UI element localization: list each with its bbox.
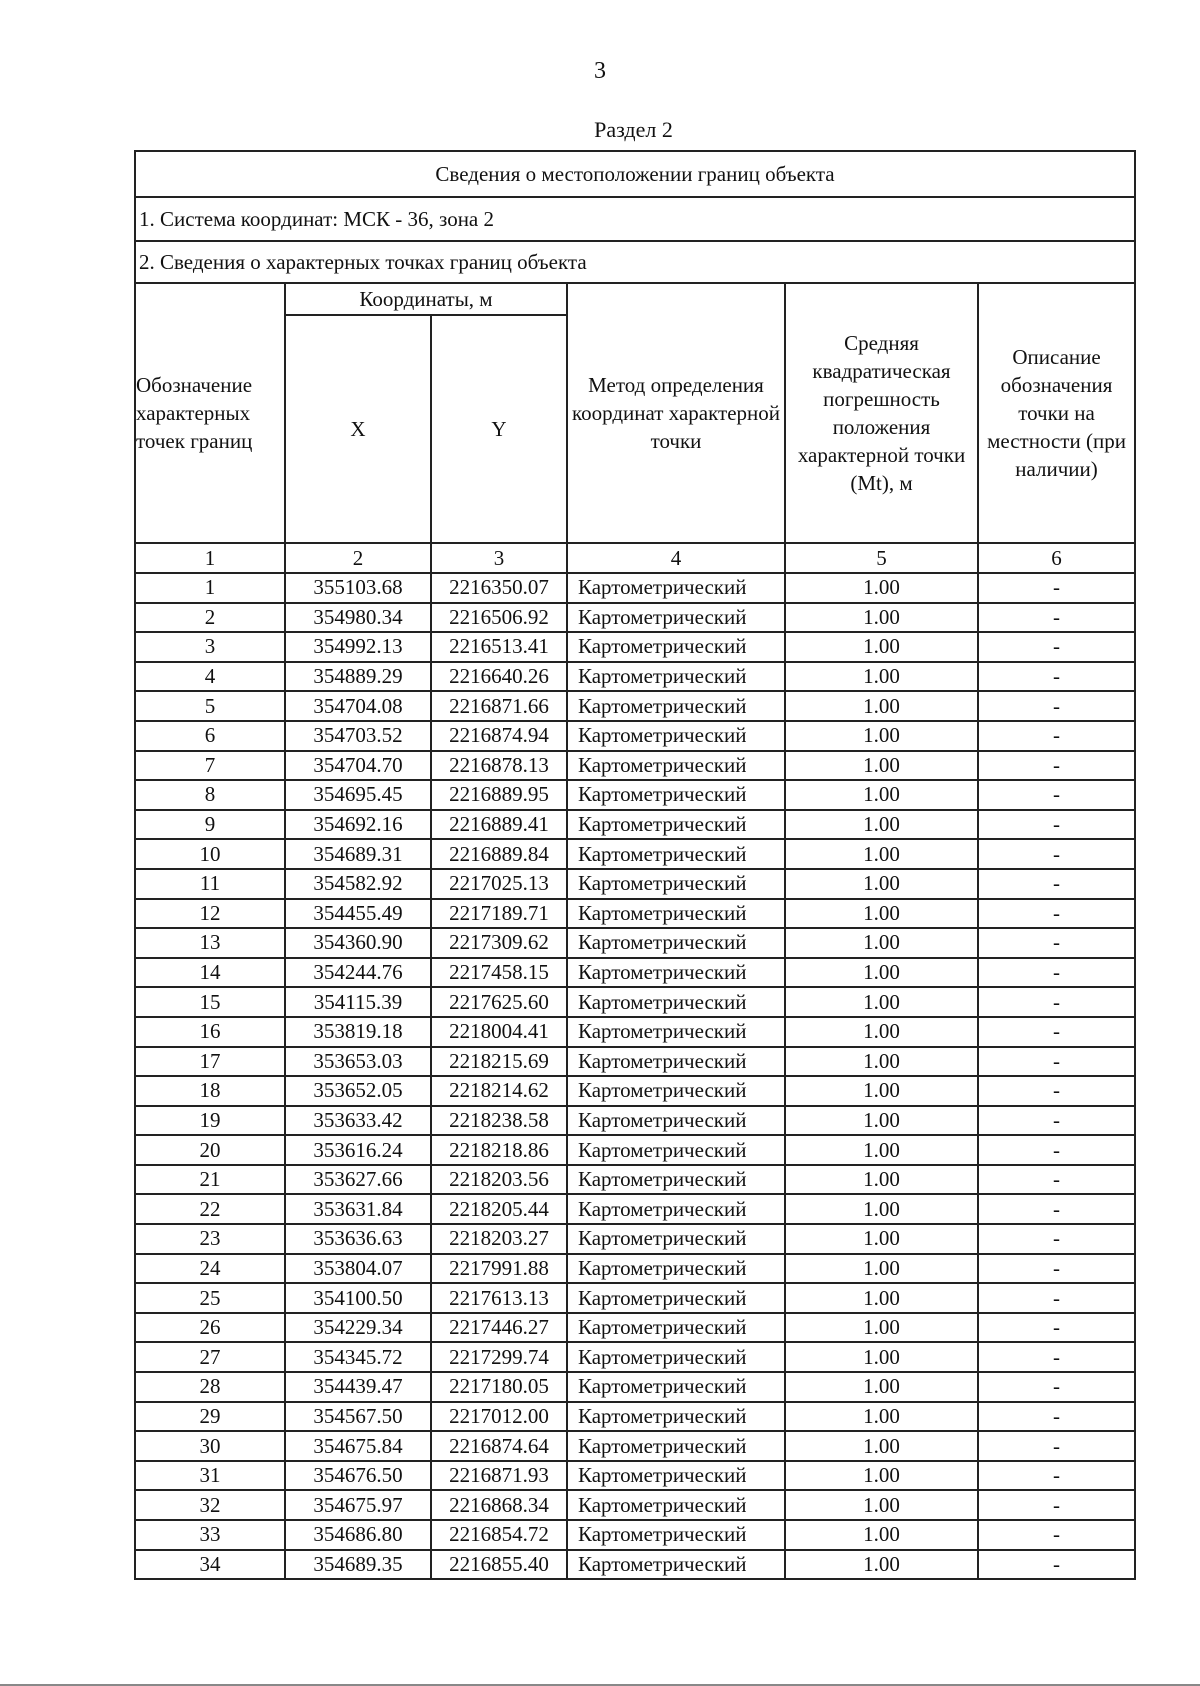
error-cell: 1.00 bbox=[785, 780, 978, 810]
description-cell: - bbox=[978, 1372, 1135, 1402]
y-coordinate-cell: 2217625.60 bbox=[431, 987, 567, 1017]
description-cell: - bbox=[978, 1254, 1135, 1284]
table-row bbox=[135, 1431, 1135, 1461]
x-coordinate-cell: 355103.68 bbox=[285, 573, 431, 603]
error-cell: 1.00 bbox=[785, 573, 978, 603]
point-id-cell: 20 bbox=[135, 1135, 285, 1165]
method-cell: Картометрический bbox=[567, 928, 785, 958]
point-id-cell: 24 bbox=[135, 1254, 285, 1284]
table-row bbox=[135, 1017, 1135, 1047]
x-coordinate-cell: 354115.39 bbox=[285, 987, 431, 1017]
description-cell: - bbox=[978, 1490, 1135, 1520]
x-coordinate-cell: 353631.84 bbox=[285, 1194, 431, 1224]
x-coordinate-cell: 353653.03 bbox=[285, 1047, 431, 1077]
y-coordinate-cell: 2216878.13 bbox=[431, 751, 567, 781]
error-cell: 1.00 bbox=[785, 869, 978, 899]
x-coordinate-cell: 354703.52 bbox=[285, 721, 431, 751]
table-row bbox=[135, 1342, 1135, 1372]
description-cell: - bbox=[978, 839, 1135, 869]
table-row bbox=[135, 751, 1135, 781]
description-cell: - bbox=[978, 899, 1135, 929]
y-coordinate-cell: 2216513.41 bbox=[431, 632, 567, 662]
x-coordinate-cell: 354360.90 bbox=[285, 928, 431, 958]
description-cell: - bbox=[978, 1194, 1135, 1224]
x-coordinate-cell: 354686.80 bbox=[285, 1520, 431, 1550]
description-cell: - bbox=[978, 1165, 1135, 1195]
table-row bbox=[135, 1550, 1135, 1580]
point-id-cell: 7 bbox=[135, 751, 285, 781]
description-cell: - bbox=[978, 1017, 1135, 1047]
table-caption: Сведения о местоположении границ объекта bbox=[135, 151, 1135, 197]
point-id-cell: 2 bbox=[135, 603, 285, 633]
description-cell: - bbox=[978, 1283, 1135, 1313]
table-row bbox=[135, 691, 1135, 721]
method-cell: Картометрический bbox=[567, 1461, 785, 1491]
description-cell: - bbox=[978, 780, 1135, 810]
method-cell: Картометрический bbox=[567, 1283, 785, 1313]
column-number: 4 bbox=[567, 543, 785, 573]
point-id-cell: 28 bbox=[135, 1372, 285, 1402]
error-cell: 1.00 bbox=[785, 958, 978, 988]
error-cell: 1.00 bbox=[785, 1165, 978, 1195]
description-cell: - bbox=[978, 958, 1135, 988]
table-row bbox=[135, 1194, 1135, 1224]
x-coordinate-cell: 353627.66 bbox=[285, 1165, 431, 1195]
table-row bbox=[135, 839, 1135, 869]
x-coordinate-cell: 353804.07 bbox=[285, 1254, 431, 1284]
table-row bbox=[135, 899, 1135, 929]
y-coordinate-cell: 2218205.44 bbox=[431, 1194, 567, 1224]
table-row bbox=[135, 1372, 1135, 1402]
section-title: Раздел 2 bbox=[594, 117, 673, 142]
table-body bbox=[135, 573, 1135, 1579]
y-coordinate-cell: 2217446.27 bbox=[431, 1313, 567, 1343]
method-cell: Картометрический bbox=[567, 1372, 785, 1402]
x-coordinate-cell: 354439.47 bbox=[285, 1372, 431, 1402]
method-cell: Картометрический bbox=[567, 1194, 785, 1224]
description-cell: - bbox=[978, 1047, 1135, 1077]
column-number: 5 bbox=[785, 543, 978, 573]
x-coordinate-cell: 354675.84 bbox=[285, 1431, 431, 1461]
header-coordinates: Координаты, м bbox=[285, 283, 567, 315]
x-coordinate-cell: 354704.70 bbox=[285, 751, 431, 781]
x-coordinate-cell: 353616.24 bbox=[285, 1135, 431, 1165]
y-coordinate-cell: 2216640.26 bbox=[431, 662, 567, 692]
x-coordinate-cell: 354676.50 bbox=[285, 1461, 431, 1491]
description-cell: - bbox=[978, 603, 1135, 633]
point-id-cell: 17 bbox=[135, 1047, 285, 1077]
table-row bbox=[135, 780, 1135, 810]
description-cell: - bbox=[978, 1550, 1135, 1580]
column-number: 2 bbox=[285, 543, 431, 573]
method-cell: Картометрический bbox=[567, 721, 785, 751]
column-number-row bbox=[135, 543, 1135, 573]
error-cell: 1.00 bbox=[785, 1194, 978, 1224]
header-method: Метод определения координат характерной точки bbox=[567, 283, 785, 543]
description-cell: - bbox=[978, 810, 1135, 840]
y-coordinate-cell: 2218214.62 bbox=[431, 1076, 567, 1106]
y-coordinate-cell: 2218203.56 bbox=[431, 1165, 567, 1195]
method-cell: Картометрический bbox=[567, 1254, 785, 1284]
y-coordinate-cell: 2217309.62 bbox=[431, 928, 567, 958]
error-cell: 1.00 bbox=[785, 1550, 978, 1580]
description-cell: - bbox=[978, 1431, 1135, 1461]
y-coordinate-cell: 2217012.00 bbox=[431, 1402, 567, 1432]
description-cell: - bbox=[978, 1520, 1135, 1550]
point-id-cell: 26 bbox=[135, 1313, 285, 1343]
x-coordinate-cell: 353633.42 bbox=[285, 1106, 431, 1136]
y-coordinate-cell: 2218215.69 bbox=[431, 1047, 567, 1077]
error-cell: 1.00 bbox=[785, 1372, 978, 1402]
point-id-cell: 18 bbox=[135, 1076, 285, 1106]
y-coordinate-cell: 2217458.15 bbox=[431, 958, 567, 988]
table-row bbox=[135, 1490, 1135, 1520]
error-cell: 1.00 bbox=[785, 1402, 978, 1432]
error-cell: 1.00 bbox=[785, 987, 978, 1017]
y-coordinate-cell: 2218203.27 bbox=[431, 1224, 567, 1254]
description-cell: - bbox=[978, 1106, 1135, 1136]
y-coordinate-cell: 2216889.84 bbox=[431, 839, 567, 869]
point-id-cell: 16 bbox=[135, 1017, 285, 1047]
y-coordinate-cell: 2216871.66 bbox=[431, 691, 567, 721]
x-coordinate-cell: 354455.49 bbox=[285, 899, 431, 929]
coordinate-system-line: 1. Система координат: МСК - 36, зона 2 bbox=[135, 197, 1135, 241]
method-cell: Картометрический bbox=[567, 1520, 785, 1550]
method-cell: Картометрический bbox=[567, 1550, 785, 1580]
table-row bbox=[135, 1313, 1135, 1343]
method-cell: Картометрический bbox=[567, 958, 785, 988]
x-coordinate-cell: 354244.76 bbox=[285, 958, 431, 988]
point-id-cell: 29 bbox=[135, 1402, 285, 1432]
error-cell: 1.00 bbox=[785, 1520, 978, 1550]
table-row bbox=[135, 1461, 1135, 1491]
x-coordinate-cell: 354692.16 bbox=[285, 810, 431, 840]
points-info-line: 2. Сведения о характерных точках границ объекта bbox=[135, 241, 1135, 283]
x-coordinate-cell: 354689.31 bbox=[285, 839, 431, 869]
table-row bbox=[135, 1520, 1135, 1550]
table-row bbox=[135, 1165, 1135, 1195]
y-coordinate-cell: 2216874.64 bbox=[431, 1431, 567, 1461]
error-cell: 1.00 bbox=[785, 810, 978, 840]
description-cell: - bbox=[978, 869, 1135, 899]
point-id-cell: 33 bbox=[135, 1520, 285, 1550]
table-row bbox=[135, 721, 1135, 751]
y-coordinate-cell: 2216868.34 bbox=[431, 1490, 567, 1520]
description-cell: - bbox=[978, 1402, 1135, 1432]
header-designation: Обозначение характерных точек границ bbox=[135, 283, 285, 543]
method-cell: Картометрический bbox=[567, 1076, 785, 1106]
error-cell: 1.00 bbox=[785, 751, 978, 781]
table-row bbox=[135, 573, 1135, 603]
header-x: X bbox=[285, 315, 431, 543]
x-coordinate-cell: 353636.63 bbox=[285, 1224, 431, 1254]
description-cell: - bbox=[978, 987, 1135, 1017]
error-cell: 1.00 bbox=[785, 899, 978, 929]
point-id-cell: 11 bbox=[135, 869, 285, 899]
header-description: Описание обозначения точки на местности (при наличии) bbox=[978, 283, 1135, 543]
method-cell: Картометрический bbox=[567, 751, 785, 781]
point-id-cell: 19 bbox=[135, 1106, 285, 1136]
point-id-cell: 27 bbox=[135, 1342, 285, 1372]
x-coordinate-cell: 354675.97 bbox=[285, 1490, 431, 1520]
y-coordinate-cell: 2218218.86 bbox=[431, 1135, 567, 1165]
table-row bbox=[135, 1224, 1135, 1254]
y-coordinate-cell: 2216889.41 bbox=[431, 810, 567, 840]
table-row bbox=[135, 1402, 1135, 1432]
description-cell: - bbox=[978, 751, 1135, 781]
table-row bbox=[135, 1106, 1135, 1136]
point-id-cell: 5 bbox=[135, 691, 285, 721]
description-cell: - bbox=[978, 662, 1135, 692]
x-coordinate-cell: 354567.50 bbox=[285, 1402, 431, 1432]
error-cell: 1.00 bbox=[785, 1431, 978, 1461]
method-cell: Картометрический bbox=[567, 839, 785, 869]
description-cell: - bbox=[978, 1342, 1135, 1372]
x-coordinate-cell: 354345.72 bbox=[285, 1342, 431, 1372]
table-row bbox=[135, 1076, 1135, 1106]
y-coordinate-cell: 2216506.92 bbox=[431, 603, 567, 633]
description-cell: - bbox=[978, 1135, 1135, 1165]
description-cell: - bbox=[978, 632, 1135, 662]
error-cell: 1.00 bbox=[785, 1283, 978, 1313]
point-id-cell: 23 bbox=[135, 1224, 285, 1254]
x-coordinate-cell: 354992.13 bbox=[285, 632, 431, 662]
column-number: 3 bbox=[431, 543, 567, 573]
description-cell: - bbox=[978, 928, 1135, 958]
x-coordinate-cell: 354704.08 bbox=[285, 691, 431, 721]
method-cell: Картометрический bbox=[567, 691, 785, 721]
table-row bbox=[135, 1254, 1135, 1284]
y-coordinate-cell: 2217991.88 bbox=[431, 1254, 567, 1284]
method-cell: Картометрический bbox=[567, 810, 785, 840]
point-id-cell: 8 bbox=[135, 780, 285, 810]
column-number: 6 bbox=[978, 543, 1135, 573]
x-coordinate-cell: 354229.34 bbox=[285, 1313, 431, 1343]
point-id-cell: 14 bbox=[135, 958, 285, 988]
x-coordinate-cell: 354100.50 bbox=[285, 1283, 431, 1313]
point-id-cell: 10 bbox=[135, 839, 285, 869]
x-coordinate-cell: 354689.35 bbox=[285, 1550, 431, 1580]
method-cell: Картометрический bbox=[567, 869, 785, 899]
error-cell: 1.00 bbox=[785, 1017, 978, 1047]
method-cell: Картометрический bbox=[567, 1135, 785, 1165]
y-coordinate-cell: 2216889.95 bbox=[431, 780, 567, 810]
error-cell: 1.00 bbox=[785, 1342, 978, 1372]
x-coordinate-cell: 354980.34 bbox=[285, 603, 431, 633]
x-coordinate-cell: 354582.92 bbox=[285, 869, 431, 899]
y-coordinate-cell: 2217180.05 bbox=[431, 1372, 567, 1402]
error-cell: 1.00 bbox=[785, 1313, 978, 1343]
point-id-cell: 32 bbox=[135, 1490, 285, 1520]
method-cell: Картометрический bbox=[567, 1402, 785, 1432]
method-cell: Картометрический bbox=[567, 1106, 785, 1136]
table-row bbox=[135, 928, 1135, 958]
point-id-cell: 13 bbox=[135, 928, 285, 958]
table-row bbox=[135, 869, 1135, 899]
method-cell: Картометрический bbox=[567, 603, 785, 633]
y-coordinate-cell: 2216350.07 bbox=[431, 573, 567, 603]
error-cell: 1.00 bbox=[785, 1224, 978, 1254]
error-cell: 1.00 bbox=[785, 1076, 978, 1106]
method-cell: Картометрический bbox=[567, 1047, 785, 1077]
error-cell: 1.00 bbox=[785, 1106, 978, 1136]
error-cell: 1.00 bbox=[785, 1254, 978, 1284]
method-cell: Картометрический bbox=[567, 1431, 785, 1461]
description-cell: - bbox=[978, 1461, 1135, 1491]
header-error: Средняя квадратическая погрешность положения характерной точки (Mt), м bbox=[785, 283, 978, 543]
point-id-cell: 25 bbox=[135, 1283, 285, 1313]
error-cell: 1.00 bbox=[785, 1490, 978, 1520]
y-coordinate-cell: 2217613.13 bbox=[431, 1283, 567, 1313]
table-row bbox=[135, 1047, 1135, 1077]
method-cell: Картометрический bbox=[567, 780, 785, 810]
y-coordinate-cell: 2216871.93 bbox=[431, 1461, 567, 1491]
point-id-cell: 12 bbox=[135, 899, 285, 929]
error-cell: 1.00 bbox=[785, 721, 978, 751]
y-coordinate-cell: 2217189.71 bbox=[431, 899, 567, 929]
table-row bbox=[135, 662, 1135, 692]
method-cell: Картометрический bbox=[567, 1313, 785, 1343]
error-cell: 1.00 bbox=[785, 662, 978, 692]
method-cell: Картометрический bbox=[567, 899, 785, 929]
error-cell: 1.00 bbox=[785, 1461, 978, 1491]
x-coordinate-cell: 354695.45 bbox=[285, 780, 431, 810]
point-id-cell: 34 bbox=[135, 1550, 285, 1580]
error-cell: 1.00 bbox=[785, 839, 978, 869]
method-cell: Картометрический bbox=[567, 1017, 785, 1047]
description-cell: - bbox=[978, 1224, 1135, 1254]
error-cell: 1.00 bbox=[785, 691, 978, 721]
point-id-cell: 4 bbox=[135, 662, 285, 692]
page-number: 3 bbox=[594, 58, 606, 84]
error-cell: 1.00 bbox=[785, 632, 978, 662]
method-cell: Картометрический bbox=[567, 1490, 785, 1520]
method-cell: Картометрический bbox=[567, 632, 785, 662]
method-cell: Картометрический bbox=[567, 662, 785, 692]
point-id-cell: 15 bbox=[135, 987, 285, 1017]
description-cell: - bbox=[978, 573, 1135, 603]
boundary-points-table bbox=[134, 150, 1136, 1580]
method-cell: Картометрический bbox=[567, 1224, 785, 1254]
point-id-cell: 9 bbox=[135, 810, 285, 840]
point-id-cell: 22 bbox=[135, 1194, 285, 1224]
column-number: 1 bbox=[135, 543, 285, 573]
header-y: Y bbox=[431, 315, 567, 543]
table-row bbox=[135, 958, 1135, 988]
y-coordinate-cell: 2216874.94 bbox=[431, 721, 567, 751]
y-coordinate-cell: 2216855.40 bbox=[431, 1550, 567, 1580]
error-cell: 1.00 bbox=[785, 603, 978, 633]
point-id-cell: 1 bbox=[135, 573, 285, 603]
point-id-cell: 31 bbox=[135, 1461, 285, 1491]
method-cell: Картометрический bbox=[567, 1165, 785, 1195]
y-coordinate-cell: 2217299.74 bbox=[431, 1342, 567, 1372]
error-cell: 1.00 bbox=[785, 1135, 978, 1165]
x-coordinate-cell: 353819.18 bbox=[285, 1017, 431, 1047]
point-id-cell: 3 bbox=[135, 632, 285, 662]
x-coordinate-cell: 353652.05 bbox=[285, 1076, 431, 1106]
table-row bbox=[135, 1283, 1135, 1313]
table-row bbox=[135, 1135, 1135, 1165]
point-id-cell: 6 bbox=[135, 721, 285, 751]
method-cell: Картометрический bbox=[567, 987, 785, 1017]
y-coordinate-cell: 2216854.72 bbox=[431, 1520, 567, 1550]
y-coordinate-cell: 2217025.13 bbox=[431, 869, 567, 899]
error-cell: 1.00 bbox=[785, 1047, 978, 1077]
method-cell: Картометрический bbox=[567, 1342, 785, 1372]
method-cell: Картометрический bbox=[567, 573, 785, 603]
point-id-cell: 21 bbox=[135, 1165, 285, 1195]
point-id-cell: 30 bbox=[135, 1431, 285, 1461]
x-coordinate-cell: 354889.29 bbox=[285, 662, 431, 692]
table-row bbox=[135, 603, 1135, 633]
description-cell: - bbox=[978, 1313, 1135, 1343]
description-cell: - bbox=[978, 691, 1135, 721]
table-row bbox=[135, 632, 1135, 662]
description-cell: - bbox=[978, 721, 1135, 751]
table-row bbox=[135, 810, 1135, 840]
y-coordinate-cell: 2218004.41 bbox=[431, 1017, 567, 1047]
error-cell: 1.00 bbox=[785, 928, 978, 958]
description-cell: - bbox=[978, 1076, 1135, 1106]
y-coordinate-cell: 2218238.58 bbox=[431, 1106, 567, 1136]
table-row bbox=[135, 987, 1135, 1017]
